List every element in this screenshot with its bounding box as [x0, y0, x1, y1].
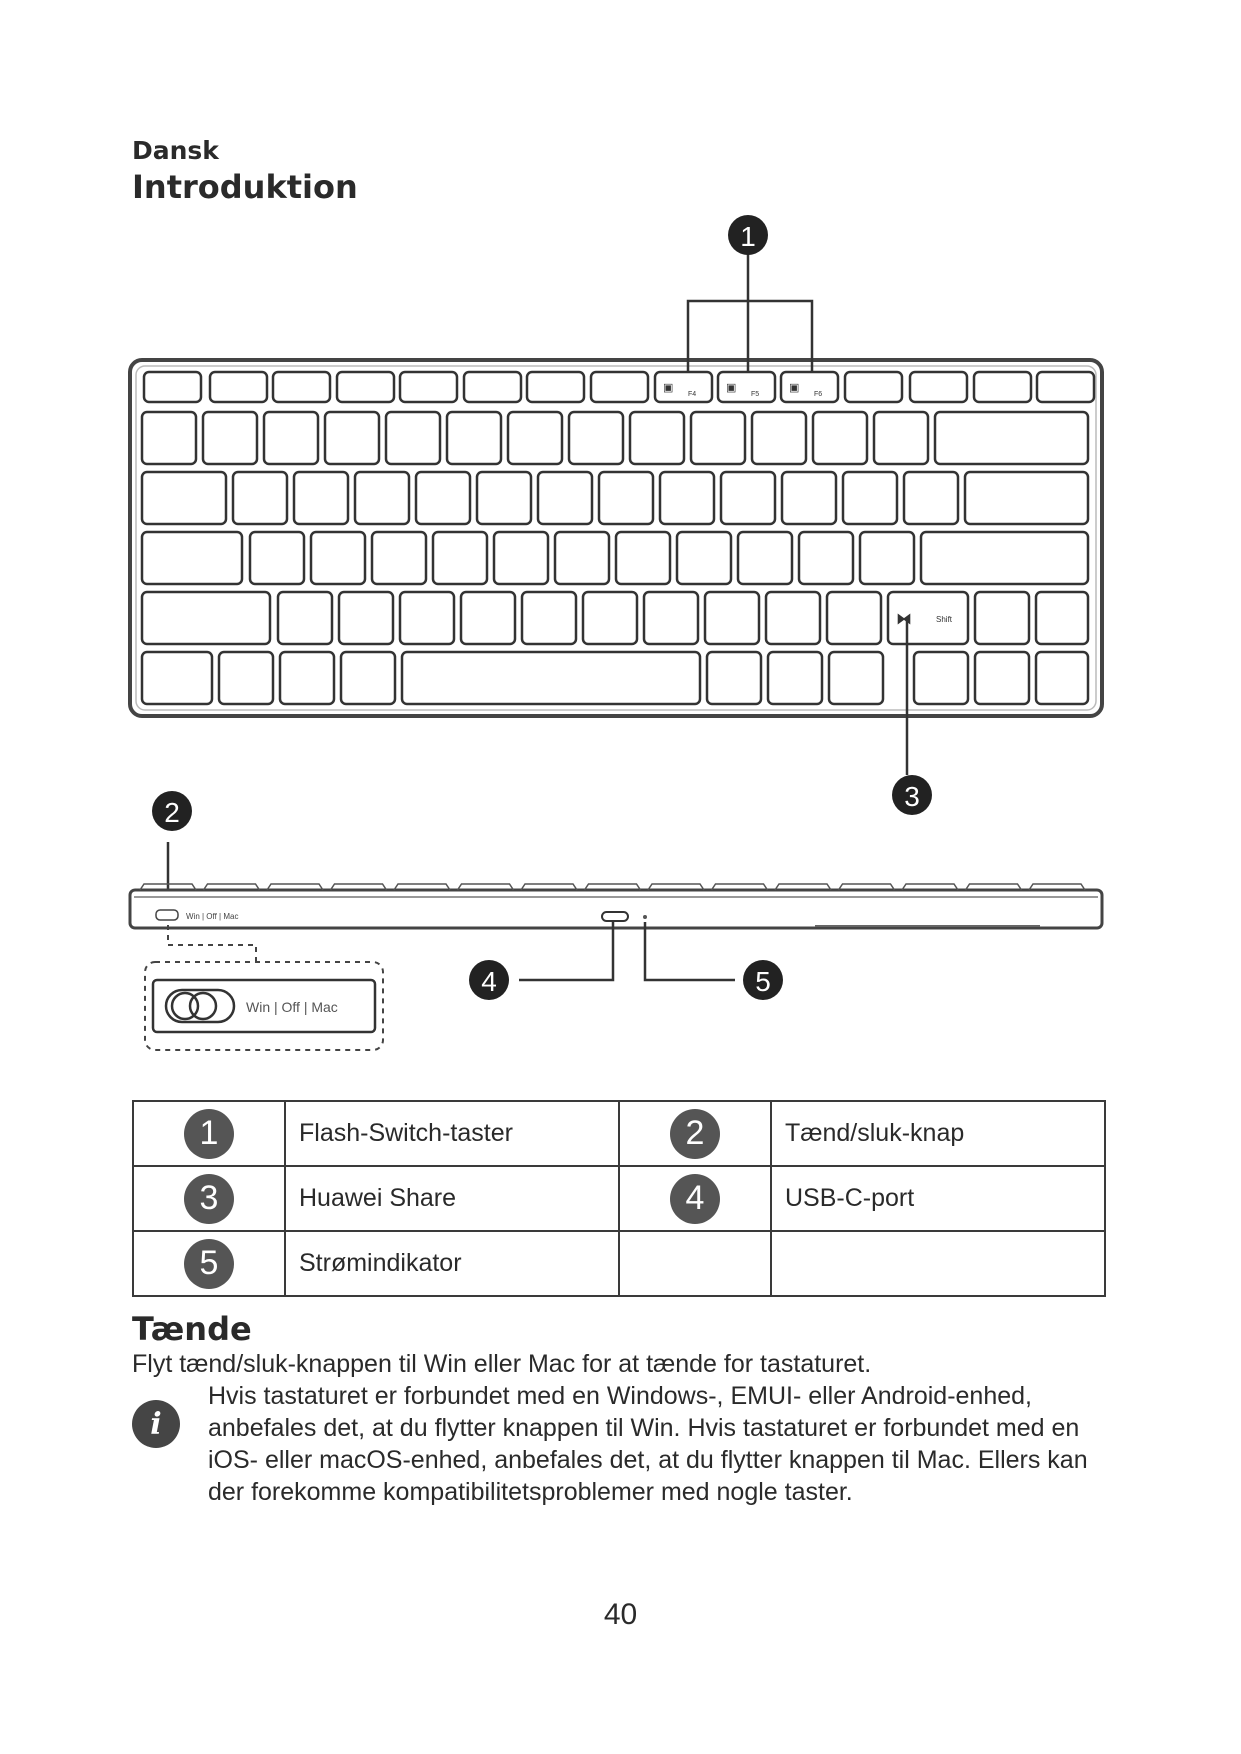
key: [416, 472, 470, 524]
key: [660, 472, 714, 524]
cmd-key: [341, 652, 395, 704]
key: [311, 532, 365, 584]
callout-badge: 4: [670, 1174, 720, 1224]
key: [691, 412, 745, 464]
fn-key-label: F5: [751, 391, 760, 398]
key: [782, 472, 836, 524]
key: [677, 532, 731, 584]
empty-cell: [771, 1231, 1105, 1296]
info-icon: i: [132, 1400, 180, 1448]
caps-key: [142, 532, 242, 584]
key: [827, 592, 881, 644]
key: [400, 592, 454, 644]
key: [325, 412, 379, 464]
key: [599, 472, 653, 524]
callout-3: [892, 775, 932, 815]
key: [752, 412, 806, 464]
key: [813, 412, 867, 464]
key: [616, 532, 670, 584]
callout-1: [728, 215, 768, 255]
shift-right-key: [1036, 592, 1088, 644]
page-title: Introduktion: [132, 168, 358, 206]
key: [555, 532, 609, 584]
function-key: [845, 372, 902, 402]
key: [494, 532, 548, 584]
legend-label: Strømindikator: [285, 1231, 619, 1296]
function-key: [400, 372, 457, 402]
svg-text:4: 4: [481, 966, 497, 997]
callout-5-leader: [645, 922, 735, 980]
function-key: [337, 372, 394, 402]
key: [705, 592, 759, 644]
function-key: [144, 372, 201, 402]
empty-cell: [619, 1231, 771, 1296]
legend-label: Huawei Share: [285, 1166, 619, 1231]
key: [372, 532, 426, 584]
key: [538, 472, 592, 524]
callout-badge: 2: [670, 1109, 720, 1159]
table-row: [133, 1231, 1105, 1296]
callout-4-leader: [519, 922, 613, 980]
function-key: [210, 372, 267, 402]
key: [904, 472, 958, 524]
function-key: [273, 372, 330, 402]
key: [799, 532, 853, 584]
function-key: [527, 372, 584, 402]
callout-badge: 3: [184, 1174, 234, 1224]
legend-label: USB-C-port: [771, 1166, 1105, 1231]
key: [433, 532, 487, 584]
backspace-key: [935, 412, 1088, 464]
huawei-share-icon: ⧓: [896, 611, 912, 628]
page-number: 40: [603, 1598, 638, 1631]
svg-text:5: 5: [755, 966, 771, 997]
language-label: Dansk: [132, 136, 219, 165]
key: [250, 532, 304, 584]
component-legend-table: [132, 1100, 1106, 1297]
space-key: [402, 652, 700, 704]
key: [461, 592, 515, 644]
section-title: Tænde: [132, 1310, 252, 1348]
key: [860, 532, 914, 584]
arrow-right-key: [975, 652, 1029, 704]
key: [264, 412, 318, 464]
function-key: [464, 372, 521, 402]
key: [721, 472, 775, 524]
alt-right-key: [707, 652, 761, 704]
callout-4: [469, 960, 509, 1000]
key: [386, 412, 440, 464]
callout-badge: 1: [184, 1109, 234, 1159]
arrow-left-key: [829, 652, 883, 704]
key: [583, 592, 637, 644]
fn-key-label: F4: [688, 391, 697, 398]
fn-key: [142, 652, 212, 704]
key: [355, 472, 409, 524]
key: [522, 592, 576, 644]
callout-1-leader: [688, 252, 812, 372]
flash-switch-icon: ▣: [663, 382, 674, 394]
key: [339, 592, 393, 644]
legend-label: Tænd/sluk-knap: [771, 1101, 1105, 1166]
arrow-up-key: [975, 592, 1029, 644]
key: [644, 592, 698, 644]
svg-text:Win | Off | Mac: Win | Off | Mac: [186, 912, 239, 921]
svg-text:2: 2: [164, 797, 180, 828]
fn-key-label: F6: [814, 391, 823, 398]
key-grid: [142, 372, 1094, 704]
key: [738, 532, 792, 584]
key: [203, 412, 257, 464]
function-key: [591, 372, 648, 402]
function-key: [910, 372, 967, 402]
key: [233, 472, 287, 524]
table-row: [133, 1166, 1105, 1231]
enter-key: [921, 532, 1088, 584]
arrow-down-key: [914, 652, 968, 704]
tab-key: [142, 472, 226, 524]
table-row: [133, 1101, 1105, 1166]
key: [843, 472, 897, 524]
keyboard-side-view: [130, 884, 1102, 928]
svg-text:3: 3: [904, 781, 920, 812]
legend-label: Flash-Switch-taster: [285, 1101, 619, 1166]
key: [142, 412, 196, 464]
callout-badge: 5: [184, 1239, 234, 1289]
key: [278, 592, 332, 644]
end-key: [1036, 652, 1088, 704]
function-key: [974, 372, 1031, 402]
callout-2: [152, 791, 192, 831]
flash-switch-icon: ▣: [726, 382, 737, 394]
key: [508, 412, 562, 464]
flash-switch-icon: ▣: [789, 382, 800, 394]
svg-text:1: 1: [740, 221, 756, 252]
backslash-key: [965, 472, 1088, 524]
power-indicator: [643, 915, 647, 919]
key: [447, 412, 501, 464]
ctrl-key: [219, 652, 273, 704]
share-key-label: Shift: [936, 615, 953, 624]
shift-left-key: [142, 592, 270, 644]
svg-text:Win | Off | Mac: Win | Off | Mac: [246, 999, 338, 1015]
callout-5: [743, 960, 783, 1000]
key: [766, 592, 820, 644]
key: [477, 472, 531, 524]
ctrl-right-key: [768, 652, 822, 704]
function-key: [1037, 372, 1094, 402]
key: [874, 412, 928, 464]
key: [630, 412, 684, 464]
key: [569, 412, 623, 464]
section-intro: Flyt tænd/sluk-knappen til Win eller Mac for at tænde for tastaturet.: [132, 1350, 872, 1378]
key: [294, 472, 348, 524]
alt-key: [280, 652, 334, 704]
note-text: Hvis tastaturet er forbundet med en Windows-, EMUI- eller Android-enhed, anbefales det, at du flytter knappen til Win. Hvis tastaturet er forbundet med en iOS- eller macOS-enhed, anbefales det, at du flytter knappen til Mac. Ellers kan der forekomme kompatibilitetsproblemer med nogle taster.: [208, 1382, 1088, 1506]
